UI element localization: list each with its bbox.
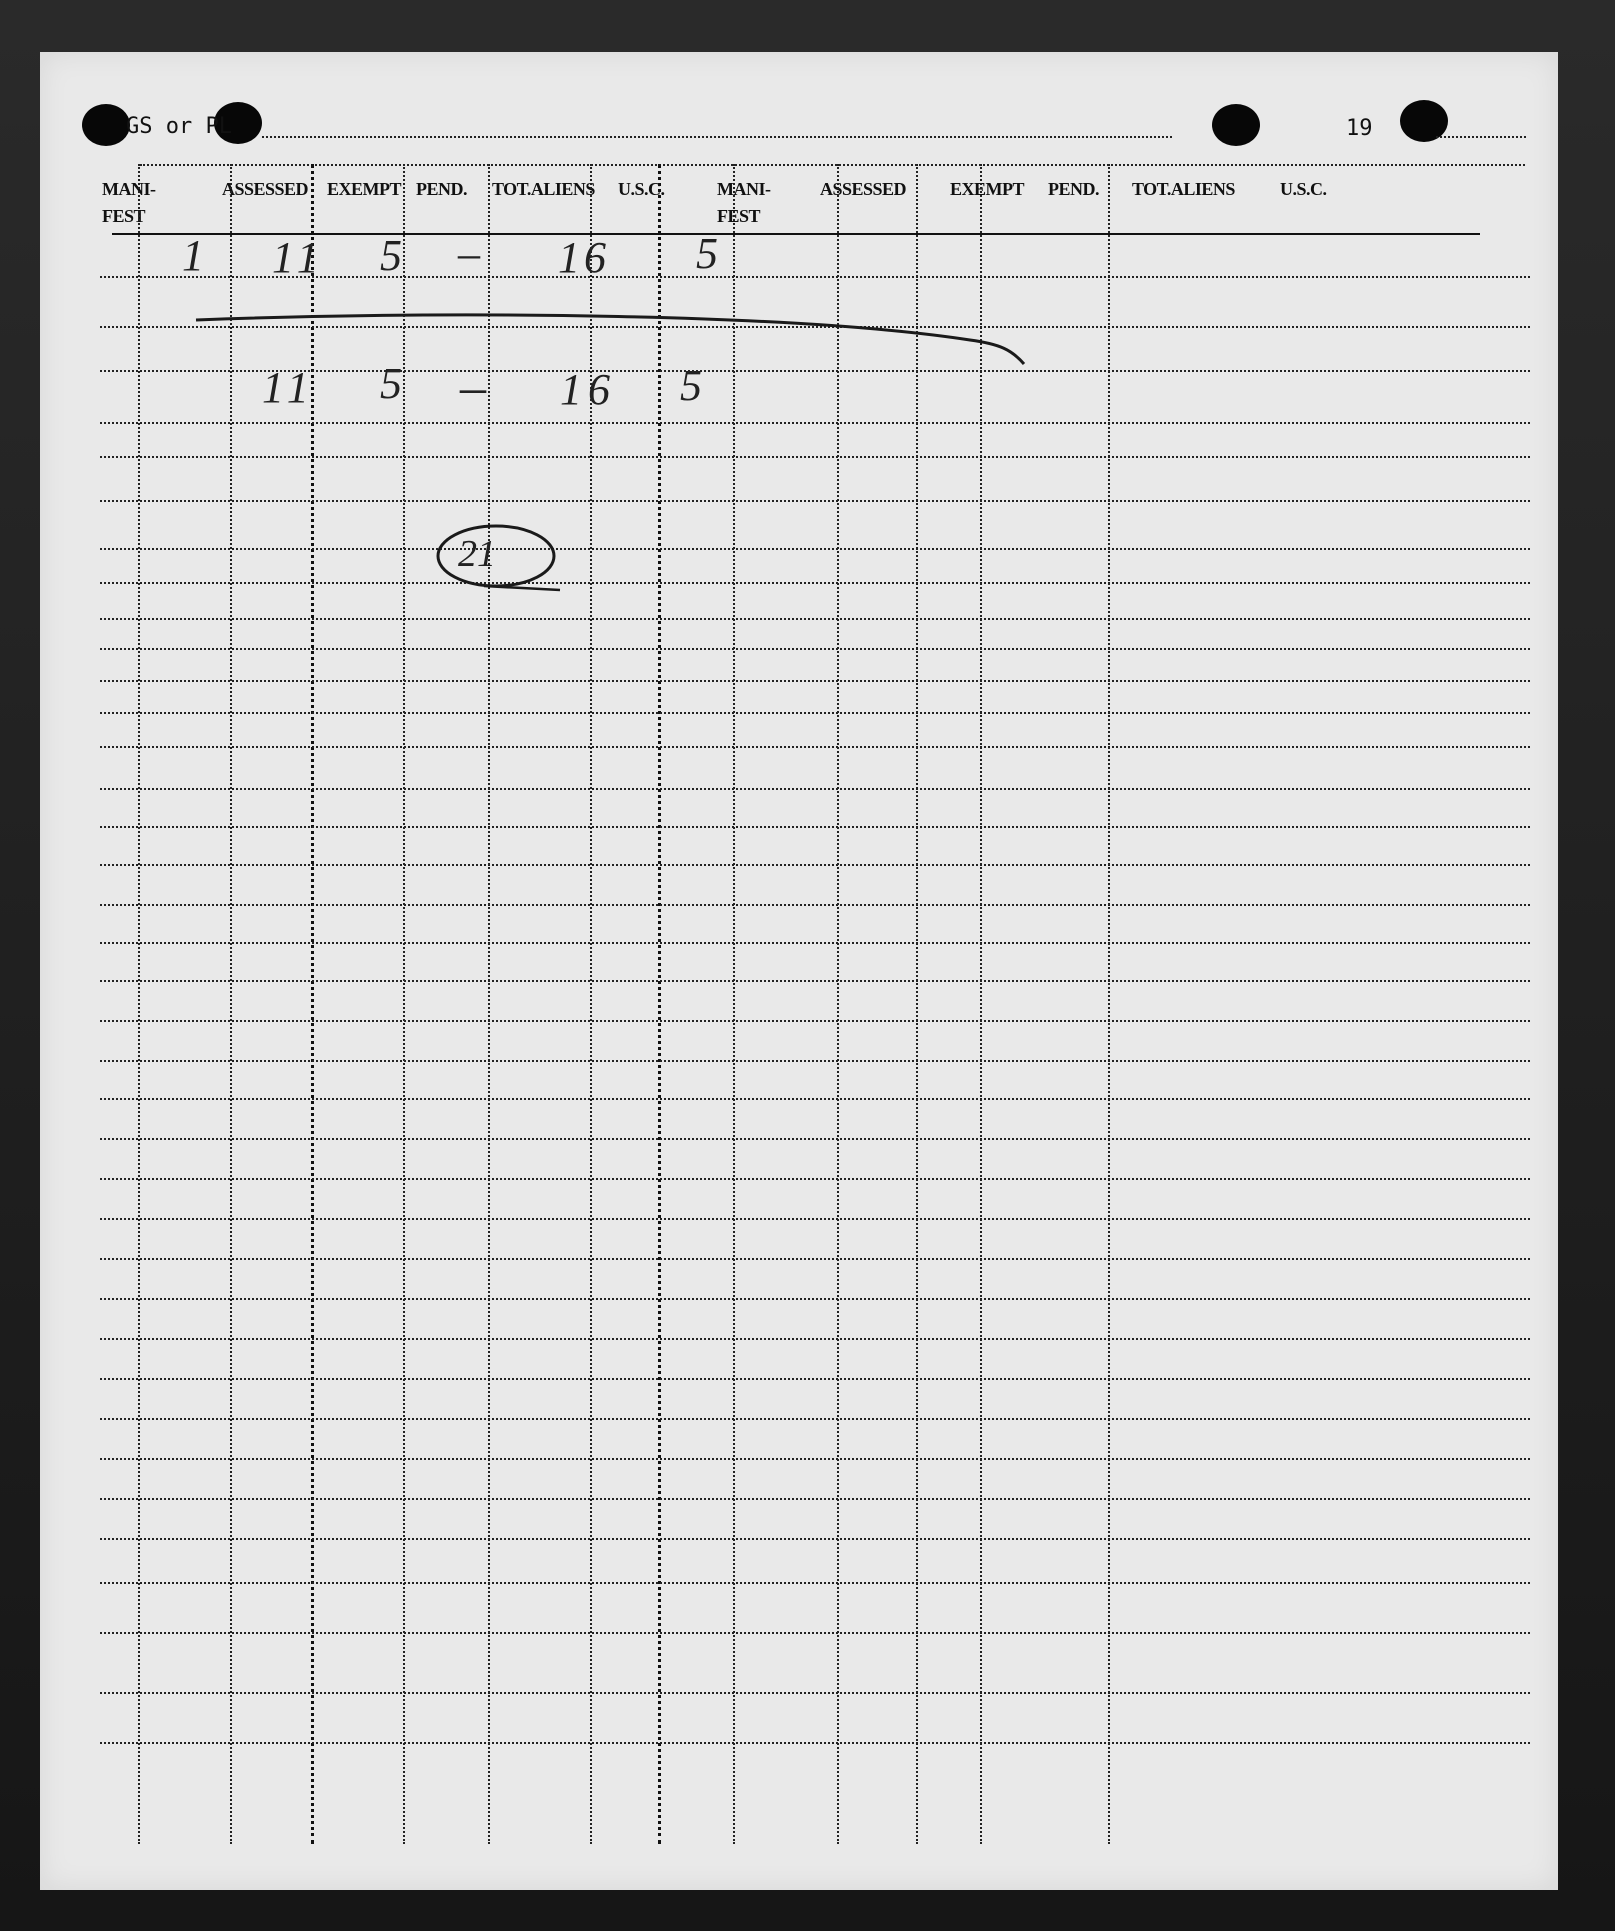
column-header-manifest-2: MANI- FEST [717,179,771,226]
ledger-sheet [40,52,1558,1890]
column-header-tot-aliens: TOT.ALIENS [492,179,595,199]
column-header-assessed: ASSESSED [222,179,309,199]
hand-total-assessed: 11 [262,363,315,412]
column-header-assessed-2: ASSESSED [820,179,907,199]
hand-total-exempt: 5 [380,359,402,408]
hand-row1-manifest: 1 [182,231,204,280]
hand-total-usc: 5 [680,361,702,410]
column-header-pend-2: PEND. [1048,179,1099,199]
handwriting-strokes [40,52,1558,1890]
hand-row1-assessed: 11 [272,233,325,282]
hand-row1-tot-aliens: 16 [558,233,610,282]
hand-total-tot-aliens: 16 [560,365,616,414]
column-header-usc: U.S.C. [618,179,665,199]
circle-around-total [438,526,554,586]
column-header-manifest: MANI- FEST [102,179,156,226]
circle-tail-stroke [484,586,560,590]
hand-total-pend: – [460,359,486,416]
hand-row1-pend: – [458,229,480,278]
total-underline-stroke [196,315,1024,364]
column-header-pend: PEND. [416,179,467,199]
hand-row1-exempt: 5 [380,231,402,280]
header-label: GS or PL [126,114,232,139]
hand-row1-usc: 5 [696,229,718,278]
column-header-tot-aliens-2: TOT.ALIENS [1132,179,1235,199]
column-header-exempt: EXEMPT [327,179,402,199]
column-header-usc-2: U.S.C. [1280,179,1327,199]
column-header-exempt-2: EXEMPT [950,179,1025,199]
header-year: 19 [1346,116,1373,141]
hand-circled-total: 21 [458,533,496,575]
